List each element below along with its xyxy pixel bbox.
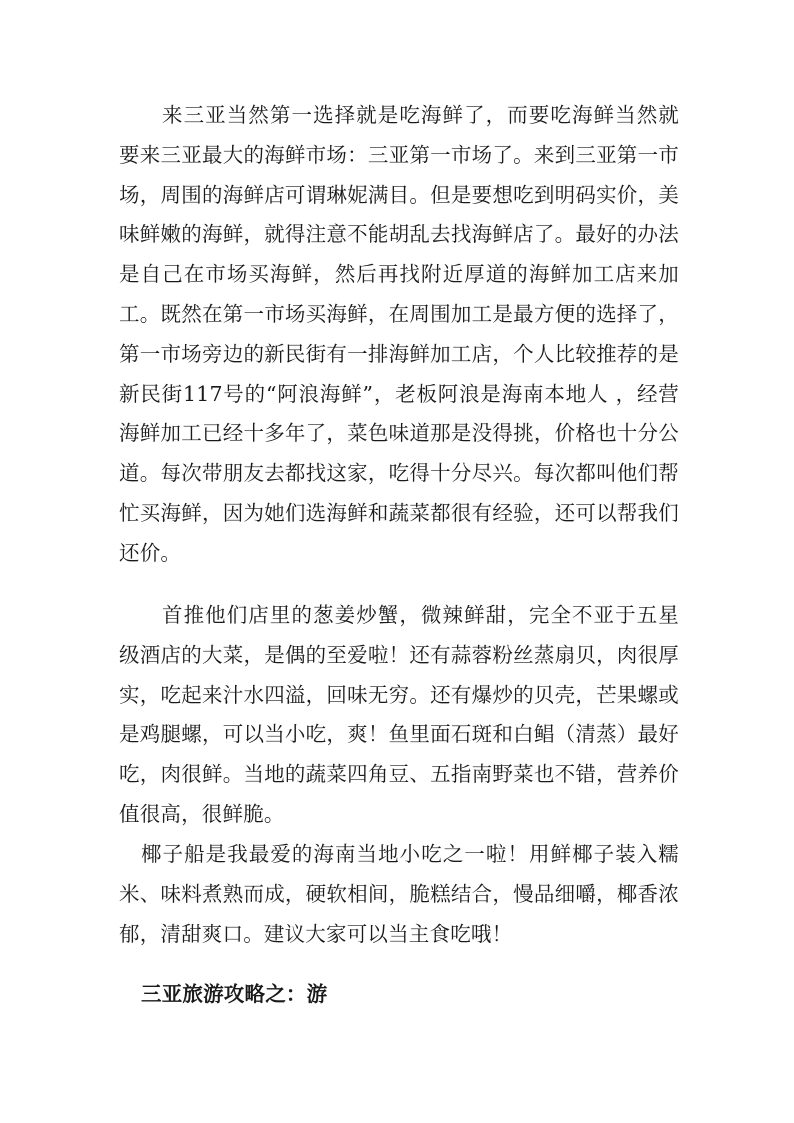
paragraph-recommended-dishes: 首推他们店里的葱姜炒蟹，微辣鲜甜，完全不亚于五星级酒店的大菜，是偶的至爱啦！还有蒜蓉粉丝蒸扇贝，肉很厚实，吃起来汁水四溢，回味无穷。还有爆炒的贝壳，芒果螺或是鸡腿螺，可以当小吃，爽！鱼里面石斑和白鲳（清蒸）最好吃，肉很鲜。当地的蔬菜四角豆、五指南野菜也不错，营养价值很高，很鲜脆。 (119, 603, 679, 826)
paragraph-seafood-market: 来三亚当然第一选择就是吃海鲜了，而要吃海鲜当然就要来三亚最大的海鲜市场：三亚第一市场了。来到三亚第一市场，周围的海鲜店可谓琳妮满目。但是要想吃到明码实价，美味鲜嫩的海鲜，就得注意不能胡乱去找海鲜店了。最好的办法是自己在市场买海鲜，然后再找附近厚道的海鲜加工店来加工。既然在第一市场买海鲜，在周围加工是最方便的选择了，第一市场旁边的新民街有一排海鲜加工店，个人比较推荐的是新民街117号的“阿浪海鲜”，老板阿浪是海南本地人 ，经营海鲜加工已经十多年了，菜色味道那是没得挑，价格也十分公道。每次带朋友去都找这家，吃得十分尽兴。每次都叫他们帮忙买海鲜，因为她们选海鲜和蔬菜都很有经验，还可以帮我们还价。 (119, 103, 679, 565)
section-heading: 三亚旅游攻略之：游 (141, 982, 328, 1006)
paragraph-coconut-boat: 椰子船是我最爱的海南当地小吃之一啦！用鲜椰子装入糯米、味料煮熟而成，硬软相间，脆糕结合，慢品细嚼，椰香浓郁，清甜爽口。建议大家可以当主食吃哦！ (119, 842, 679, 946)
